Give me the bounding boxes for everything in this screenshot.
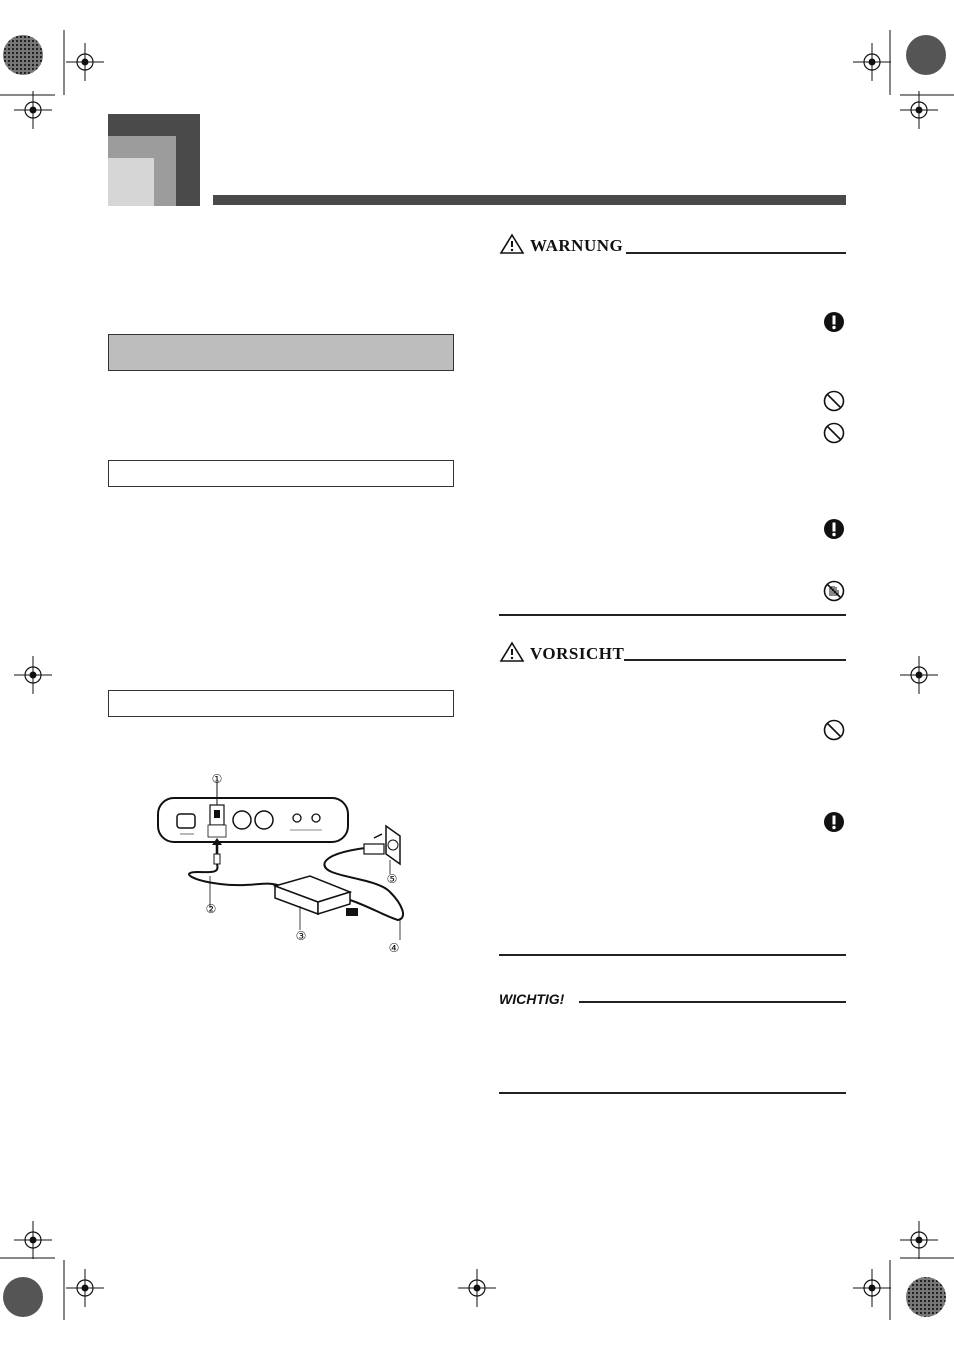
caution-heading-rule xyxy=(624,659,846,661)
exclamation-circle-icon xyxy=(823,311,845,333)
prohibited-icon xyxy=(823,719,845,741)
callout-4: ④ xyxy=(388,941,400,955)
callout-2: ② xyxy=(205,902,217,916)
warning-triangle-icon xyxy=(499,233,525,255)
callout-1: ① xyxy=(211,772,223,786)
registration-dial-icon xyxy=(3,1277,43,1317)
adapter-connection-diagram xyxy=(150,768,420,958)
subsection-box xyxy=(108,460,454,487)
callout-5: ⑤ xyxy=(386,872,398,886)
prohibited-icon xyxy=(823,422,845,444)
header-block-light xyxy=(108,158,154,206)
exclamation-circle-icon xyxy=(823,518,845,540)
registration-dial-icon xyxy=(3,35,43,75)
registration-dial-icon xyxy=(906,35,946,75)
important-heading: WICHTIG! xyxy=(499,991,565,1007)
prohibited-icon xyxy=(823,390,845,412)
important-end-rule xyxy=(499,1092,846,1094)
exclamation-circle-icon xyxy=(823,811,845,833)
no-wet-hands-icon xyxy=(823,580,845,602)
subsection-box xyxy=(108,690,454,717)
important-heading-rule xyxy=(579,1001,846,1003)
registration-dial-icon xyxy=(906,1277,946,1317)
header-bar xyxy=(213,195,846,205)
section-title-box xyxy=(108,334,454,371)
warning-end-rule xyxy=(499,614,846,616)
warning-heading: WARNUNG xyxy=(530,236,624,255)
warning-heading-rule xyxy=(626,252,846,254)
warning-triangle-icon xyxy=(499,641,525,663)
caution-heading: VORSICHT xyxy=(530,644,625,663)
caution-end-rule xyxy=(499,954,846,956)
callout-3: ③ xyxy=(295,929,307,943)
